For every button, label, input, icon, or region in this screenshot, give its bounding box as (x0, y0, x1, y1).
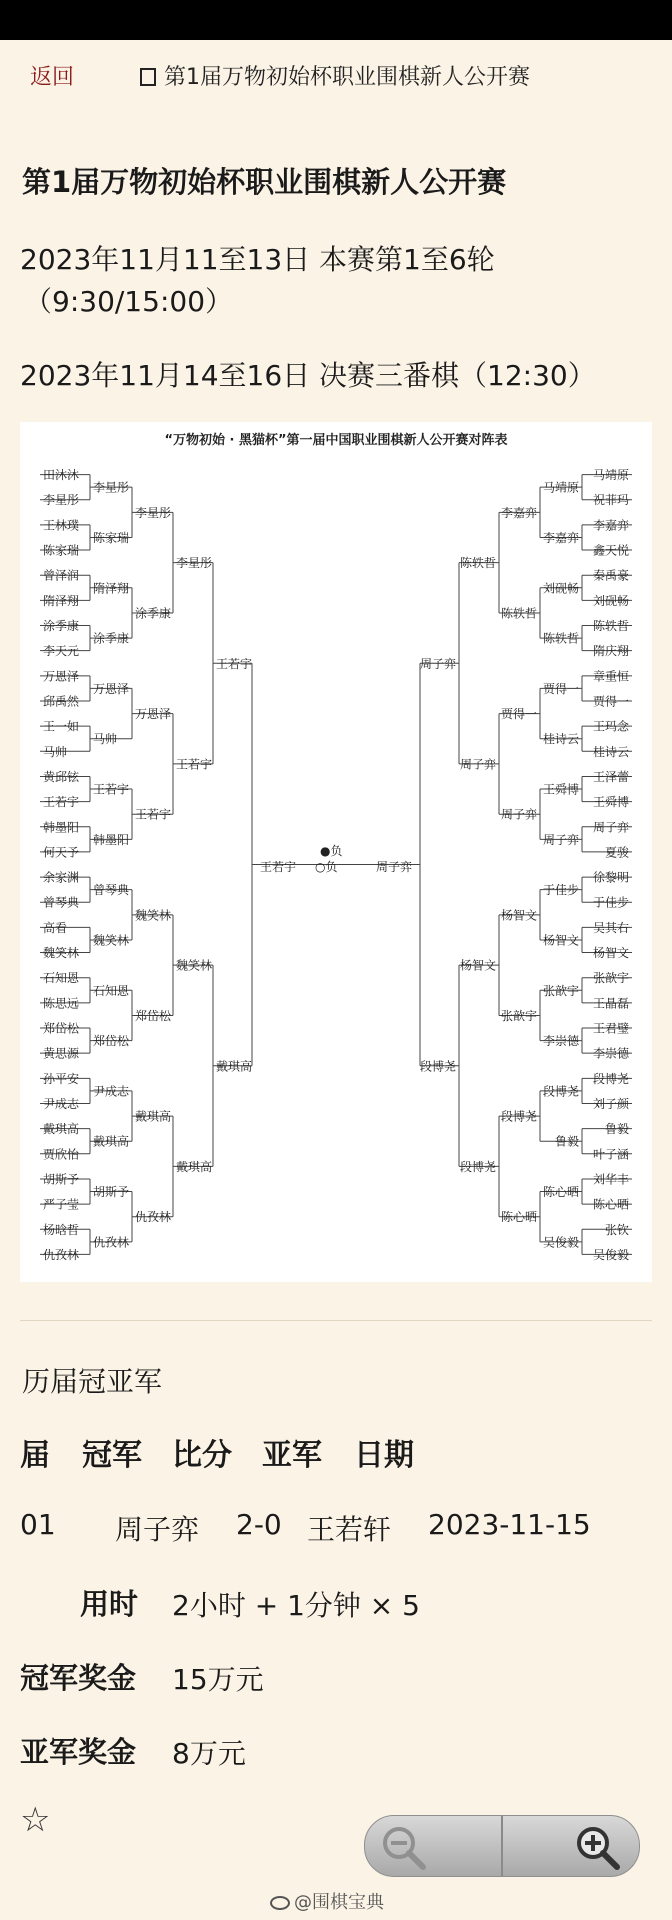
left-r0-player: 李星彤 (43, 493, 80, 508)
left-r0-player: 王林璞 (43, 518, 80, 533)
zoom-control (364, 1815, 640, 1877)
right-r1-player: 李嘉弈 (542, 530, 579, 545)
right-r2-player: 贾得一 (500, 707, 537, 722)
runnerup-prize-value: 8万元 (172, 1737, 246, 1770)
left-r2-player: 万恩泽 (135, 707, 172, 722)
cell-score: 2-0 (236, 1508, 282, 1541)
right-r0-player: 祝菲玛 (592, 493, 629, 508)
right-r4-player: 周子弈 (419, 656, 456, 671)
left-r0-player: 陈思远 (43, 996, 80, 1011)
right-r0-player: 王舜博 (592, 795, 629, 810)
right-r0-player: 刘华丰 (592, 1172, 629, 1187)
left-r0-player: 孙平安 (43, 1071, 80, 1086)
history-heading: 历届冠亚军 (22, 1365, 163, 1398)
watermark-text: @围棋宝典 (294, 1892, 384, 1913)
right-r0-player: 李嘉弈 (592, 518, 629, 533)
right-r2-player: 李嘉弈 (500, 505, 537, 520)
left-r1-player: 陈家瑞 (93, 530, 130, 545)
right-r0-player: 陈心晒 (592, 1197, 629, 1212)
runnerup-prize-label: 亚军奖金 (20, 1735, 137, 1769)
right-r0-player: 王晶磊 (592, 996, 629, 1011)
watermark (270, 1888, 384, 1914)
left-r0-player: 贾欣怡 (43, 1147, 80, 1162)
right-r3-player: 周子弈 (459, 757, 496, 772)
right-r0-player: 陈轶哲 (592, 619, 629, 634)
cell-date: 2023-11-15 (428, 1508, 591, 1541)
header-champion: 冠军 (82, 1438, 142, 1473)
left-r0-player: 高看 (43, 920, 68, 935)
header-edition: 届 (20, 1438, 50, 1473)
left-r0-player: 马帅 (43, 744, 68, 759)
time-value: 2小时 + 1分钟 × 5 (172, 1589, 420, 1622)
left-r1-player: 韩墨阳 (93, 832, 130, 847)
zoom-in-button[interactable] (503, 1816, 640, 1877)
right-r0-player: 王玛念 (592, 719, 629, 734)
left-r1-player: 郑岱松 (93, 1034, 130, 1049)
time-label: 用时 (80, 1587, 139, 1621)
right-r3-player: 杨智文 (459, 958, 496, 973)
right-r1-player: 王舜博 (542, 782, 579, 797)
right-r0-player: 段博尧 (592, 1071, 629, 1086)
right-r0-player: 杨智文 (592, 946, 629, 961)
left-r1-player: 胡斯予 (93, 1185, 130, 1200)
left-r1-player: 马帅 (93, 732, 118, 747)
right-r2-player: 陈轶哲 (500, 606, 537, 621)
left-r0-player: 曾琴典 (43, 895, 80, 910)
left-r0-player: 万恩泽 (43, 669, 80, 684)
right-r0-player: 夏骏 (604, 845, 629, 860)
bracket-chart (20, 422, 652, 1282)
schedule-line-3: 2023年11月14至16日 决赛三番棋（12:30） (20, 359, 596, 392)
bracket-title: “万物初始 · 黑猫杯”第一届中国职业围棋新人公开赛对阵表 (164, 433, 508, 448)
page-title: 第1届万物初始杯职业围棋新人公开赛 (22, 165, 507, 199)
right-r0-player: 马靖原 (592, 468, 629, 483)
right-r0-player: 周子弈 (592, 820, 629, 835)
left-r1-player: 涂季康 (93, 631, 130, 646)
zoom-in-icon (573, 1823, 625, 1871)
right-r2-player: 段博尧 (500, 1109, 537, 1124)
right-r0-player: 徐黎明 (592, 870, 629, 885)
right-r1-player: 周子弈 (542, 832, 579, 847)
left-r1-player: 李星彤 (93, 480, 130, 495)
right-r4-player: 段博尧 (419, 1059, 456, 1074)
right-r1-player: 杨智文 (542, 933, 579, 948)
right-r0-player: 章重恒 (592, 669, 629, 684)
nav-title (140, 60, 530, 91)
schedule-line-1: 2023年11月11至13日 本赛第1至6轮 (20, 243, 495, 276)
right-r0-player: 刘子颜 (592, 1096, 629, 1111)
left-r1-player: 魏笑林 (93, 933, 130, 948)
right-r0-player: 王君璧 (592, 1021, 629, 1036)
left-r0-player: 石知恩 (43, 971, 80, 986)
left-r2-player: 郑岱松 (135, 1008, 172, 1023)
right-r1-player: 贾得一 (542, 681, 579, 696)
right-r0-player: 隋庆翔 (592, 644, 629, 659)
cell-edition: 01 (20, 1508, 56, 1541)
top-nav (0, 40, 672, 112)
right-r0-player: 秦禹豪 (592, 568, 629, 583)
right-r0-player: 于佳步 (592, 895, 629, 910)
left-r1-player: 王若宇 (93, 782, 130, 797)
left-r0-player: 郑岱松 (43, 1021, 80, 1036)
left-r4-player: 王若宇 (216, 656, 253, 671)
left-r0-player: 曾泽润 (43, 568, 80, 583)
right-r0-player: 刘砚畅 (592, 593, 629, 608)
document-icon (140, 68, 156, 86)
final-right-player: 周子弈 (375, 860, 412, 874)
champion-prize-value: 15万元 (172, 1663, 264, 1696)
right-r3-player: 段博尧 (459, 1159, 496, 1174)
left-r0-player: 严子莹 (43, 1197, 80, 1212)
left-r0-player: 何天予 (43, 845, 80, 860)
left-r0-player: 杨晗哲 (43, 1222, 80, 1237)
left-r0-player: 胡斯予 (43, 1172, 80, 1187)
left-r0-player: 黄邱铉 (43, 769, 80, 784)
left-r0-player: 魏笑林 (43, 946, 80, 961)
right-r0-player: 鑫天悦 (592, 543, 629, 558)
back-link[interactable]: 返回 (30, 65, 75, 90)
final-left-player: 王若宇 (260, 860, 297, 874)
left-r1-player: 石知恩 (93, 983, 130, 998)
left-r0-player: 隋泽翔 (43, 593, 80, 608)
left-r1-player: 仇孜林 (93, 1235, 130, 1250)
right-r0-player: 叶子涵 (592, 1147, 629, 1162)
right-r0-player: 张钦 (604, 1222, 629, 1237)
left-r2-player: 戴琪高 (135, 1109, 172, 1124)
right-r2-player: 张歆宇 (500, 1008, 537, 1023)
left-r0-player: 李天元 (43, 644, 80, 659)
right-r1-player: 陈心晒 (542, 1185, 579, 1200)
right-r1-player: 刘砚畅 (542, 581, 579, 596)
right-r0-player: 李崇德 (592, 1046, 629, 1061)
right-r1-player: 段博尧 (542, 1084, 579, 1099)
right-r0-player: 张歆宇 (592, 971, 629, 986)
left-r0-player: 尹成志 (43, 1096, 80, 1111)
left-r2-player: 王若宇 (135, 807, 172, 822)
left-r1-player: 曾琴典 (93, 883, 130, 898)
right-r0-player: 王泽蕾 (592, 769, 629, 784)
left-r2-player: 涂季康 (135, 606, 172, 621)
right-r3-player: 陈轶哲 (459, 556, 496, 571)
star-icon[interactable]: ☆ (20, 1800, 51, 1840)
zoom-out-button[interactable] (365, 1816, 503, 1877)
left-r3-player: 魏笑林 (176, 958, 213, 973)
left-r0-player: 韩墨阳 (43, 820, 80, 835)
right-r0-player: 吴其右 (592, 920, 629, 935)
left-r2-player: 仇孜林 (135, 1210, 172, 1225)
champion-prize-label: 冠军奖金 (20, 1661, 137, 1695)
section-divider (20, 1320, 652, 1321)
cell-champion: 周子弈 (115, 1513, 200, 1546)
schedule-line-2: （9:30/15:00） (24, 285, 234, 318)
left-r1-player: 隋泽翔 (93, 581, 130, 596)
left-r1-player: 尹成志 (93, 1084, 130, 1099)
left-r0-player: 黄思源 (43, 1046, 80, 1061)
right-r1-player: 鲁毅 (554, 1134, 579, 1149)
header-score: 比分 (172, 1438, 232, 1473)
weibo-icon (270, 1896, 290, 1910)
right-r1-player: 李崇德 (542, 1034, 579, 1049)
left-r3-player: 李星彤 (176, 556, 213, 571)
right-r1-player: 马靖原 (542, 480, 579, 495)
final-white-result: ○负 (315, 860, 338, 874)
right-r2-player: 陈心晒 (500, 1210, 537, 1225)
right-r1-player: 张歆宇 (542, 983, 579, 998)
left-r2-player: 魏笑林 (135, 908, 172, 923)
left-r2-player: 李星彤 (135, 505, 172, 520)
left-r0-player: 邱禹然 (43, 694, 80, 709)
left-r0-player: 戴琪高 (43, 1122, 80, 1137)
header-runner-up: 亚军 (262, 1438, 322, 1473)
left-r0-player: 涂季康 (43, 619, 80, 634)
final-black-result: ●负 (320, 844, 343, 858)
left-r3-player: 王若宇 (176, 757, 213, 772)
right-r0-player: 桂诗云 (592, 744, 629, 759)
bracket-svg (20, 422, 652, 1282)
header-date: 日期 (354, 1438, 414, 1473)
right-r0-player: 贾得一 (592, 694, 629, 709)
left-r0-player: 余家渊 (43, 870, 80, 885)
right-r0-player: 吴俊毅 (592, 1247, 629, 1262)
right-r2-player: 周子弈 (500, 807, 537, 822)
right-r1-player: 陈轶哲 (542, 631, 579, 646)
nav-title-text: 第1届万物初始杯职业围棋新人公开赛 (164, 65, 530, 90)
left-r1-player: 戴琪高 (93, 1134, 130, 1149)
left-r4-player: 戴琪高 (216, 1059, 253, 1074)
left-r0-player: 王一如 (43, 719, 80, 734)
left-r0-player: 田沐沐 (43, 468, 80, 483)
right-r1-player: 于佳步 (542, 883, 579, 898)
zoom-out-icon (379, 1823, 431, 1871)
right-r1-player: 吴俊毅 (542, 1235, 579, 1250)
status-bar (0, 0, 672, 40)
right-r2-player: 杨智文 (500, 908, 537, 923)
cell-runner-up: 王若轩 (307, 1513, 392, 1546)
left-r1-player: 万恩泽 (93, 681, 130, 696)
left-r0-player: 王若宇 (43, 795, 80, 810)
left-r0-player: 陈家瑞 (43, 543, 80, 558)
right-r0-player: 鲁毅 (604, 1122, 629, 1137)
left-r3-player: 戴琪高 (176, 1159, 213, 1174)
left-r0-player: 仇孜林 (43, 1247, 80, 1262)
right-r1-player: 桂诗云 (542, 732, 579, 747)
